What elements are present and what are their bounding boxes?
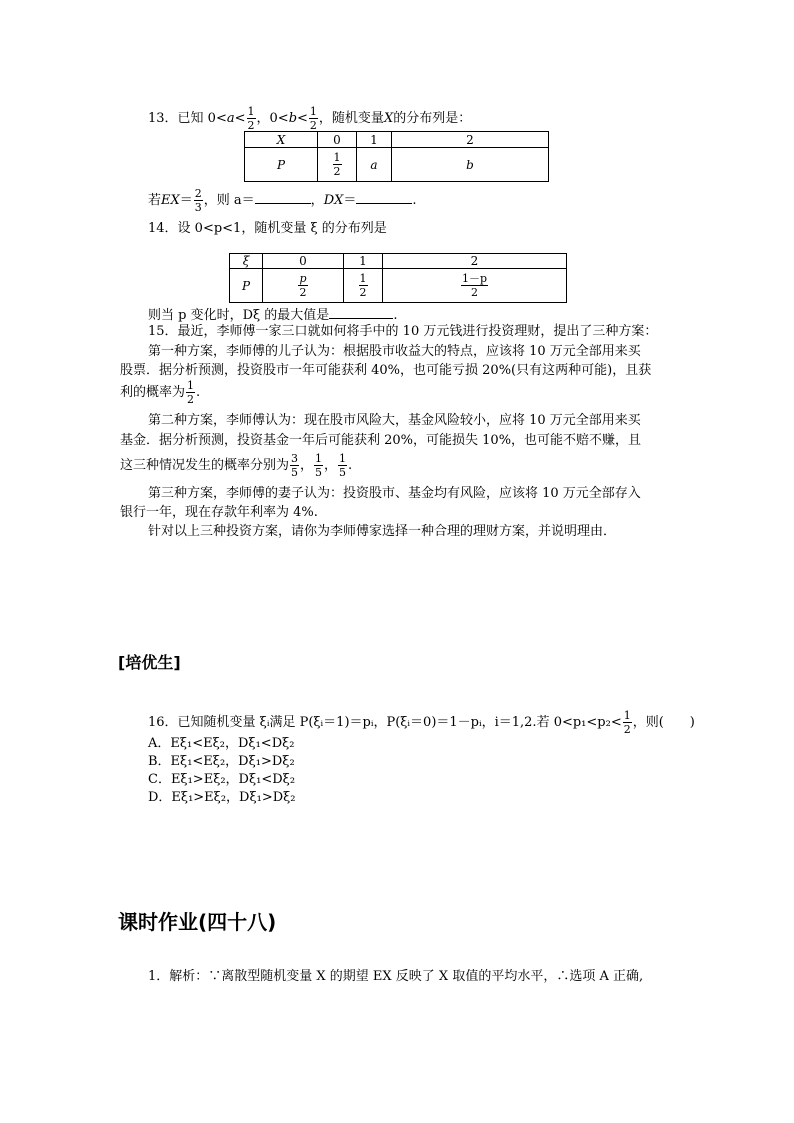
fraction-3-5: $\frac{3}{5}$ <box>291 452 299 479</box>
q13-answer-line: 若EX＝ $\frac{2}{3}$ ，则 a＝ ，DX＝ . <box>148 187 417 214</box>
fraction-1-5-b: $\frac{1}{5}$ <box>339 452 347 479</box>
answer-blank-dxi[interactable] <box>329 307 393 319</box>
q15-line-5: 第二种方案，李师傅认为：现在股市风险大，基金风险较小，应将 10 万元全部用来买 <box>148 413 641 428</box>
q16-option-c[interactable]: C．Eξ₁>Eξ₂，Dξ₁<Dξ₂ <box>148 772 296 787</box>
answer-1: 1．解析：∵离散型随机变量 X 的期望 EX 反映了 X 取值的平均水平，∴选项 A 正确, <box>148 969 644 984</box>
ex-fraction: $\frac{2}{3}$ <box>194 187 202 214</box>
q16-option-b[interactable]: B．Eξ₁<Eξ₂，Dξ₁>Dξ₂ <box>148 754 295 769</box>
q13-distribution-table <box>244 131 549 182</box>
q15-line-4: 利的概率为 $\frac{1}{2}$ . <box>120 379 201 406</box>
table-row: P $\frac{p}{2}$ $\frac{1}{2}$ $\frac{1-p}{2}$ <box>230 269 567 303</box>
table-row: ξ 0 1 2 <box>230 254 567 269</box>
answer-blank-a[interactable] <box>255 192 311 204</box>
q13-half-fraction: $\frac{1}{2}$ <box>247 105 255 132</box>
q15-line-6: 基金．据分析预测，投资基金一年后可能获利 20%，可能损失 10%，也可能不赔不赚，且 <box>120 433 642 448</box>
answer-blank-dx[interactable] <box>356 192 412 204</box>
half-fraction: $\frac{1}{2}$ <box>359 272 367 299</box>
p-over-2-fraction: $\frac{p}{2}$ <box>299 272 307 299</box>
table-row: X 0 1 2 <box>245 132 549 148</box>
q15-line-3: 股票．据分析预测，投资股市一年可能获利 40%，也可能亏损 20%(只有这两种可能)，且获 <box>120 363 652 378</box>
one-minus-p-fraction: $\frac{1-p}{2}$ <box>461 272 488 299</box>
q16-option-a[interactable]: A．Eξ₁<Eξ₂，Dξ₁<Dξ₂ <box>148 736 295 751</box>
q13-half-fraction-b: $\frac{1}{2}$ <box>309 105 317 132</box>
q15-line-2: 第一种方案，李师傅的儿子认为：根据股市收益大的特点，应该将 10 万元全部用来买 <box>148 344 641 359</box>
q14-distribution-table <box>229 253 567 303</box>
fraction-1-5: $\frac{1}{5}$ <box>315 452 323 479</box>
q16-stem: 16．已知随机变量 ξᵢ满足 P(ξᵢ＝1)＝pᵢ，P(ξᵢ＝0)＝1－pᵢ，i＝1,2.若 0<p₁<p₂< $\frac{1}{2}$ ，则( ) <box>148 709 695 736</box>
probability-fraction: $\frac{1}{2}$ <box>187 379 195 406</box>
q16-half-fraction: $\frac{1}{2}$ <box>623 709 631 736</box>
table-row: P $\frac{1}{2}$ a b <box>245 148 549 182</box>
section-heading-homework: 课时作业(四十八) <box>118 910 277 934</box>
p0-fraction: $\frac{1}{2}$ <box>333 151 341 178</box>
q15-line-9: 银行一年，现在存款年利率为 4%. <box>120 505 318 520</box>
q15-line-10: 针对以上三种投资方案，请你为李师傅家选择一种合理的理财方案，并说明理由． <box>148 524 617 539</box>
section-heading-advanced: [培优生] <box>118 653 181 672</box>
q16-option-d[interactable]: D．Eξ₁>Eξ₂，Dξ₁>Dξ₂ <box>148 790 296 805</box>
q13-stem: 13．已知 0<a< $\frac{1}{2}$ ，0<b< $\frac{1}{2}$ ，随机变量X的分布列是： <box>148 105 472 132</box>
q15-line-7: 这三种情况发生的概率分别为 $\frac{3}{5}$ ， $\frac{1}{5}$ ， $\frac{1}{5}$ . <box>120 452 353 479</box>
q15-line-8: 第三种方案，李师傅的妻子认为：投资股市、基金均有风险，应该将 10 万元全部存入 <box>148 486 641 501</box>
q14-answer-line: 则当 p 变化时，Dξ 的最大值是 . <box>148 308 398 323</box>
q15-line-1: 15．最近，李师傅一家三口就如何将手中的 10 万元钱进行投资理财，提出了三种方案： <box>148 324 658 339</box>
q14-stem: 14．设 0<p<1，随机变量 ξ 的分布列是 <box>148 221 387 236</box>
